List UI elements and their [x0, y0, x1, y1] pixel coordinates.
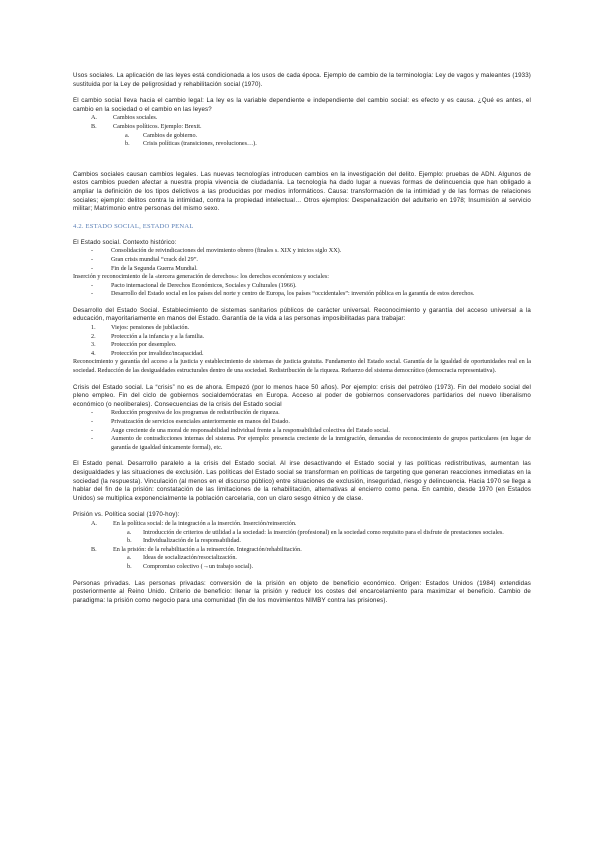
sublist-cambios-politicos: [73, 132, 531, 149]
list-item: - Gran crisis mundial “crack del 29”.: [91, 256, 198, 263]
list-item: b. Crisis políticas (transiciones, revoluciones…).: [125, 141, 257, 148]
list-protecciones: [73, 324, 531, 358]
list-item: 1. Viejos: pensiones de jubilación.: [91, 325, 190, 332]
list-item: 2. Protección a la infancia y a la familia.: [91, 333, 205, 340]
list-item: a. Ideas de socialización/resocialización.: [127, 555, 237, 562]
list-item: a. Introducción de criterios de utilidad a la sociedad: la inserción (profesional) en la sociedad como requisito para el disfrute de prestaciones sociales.: [127, 529, 504, 536]
list-item: a. Cambios de gobierno.: [125, 132, 198, 139]
section-heading: 4.2. ESTADO SOCIAL, ESTADO PENAL: [73, 222, 194, 230]
list-item: B. En la prisión: de la rehabilitación a la reinserción. Integración/rehabilitación.: [91, 546, 302, 553]
list-consecuencias-crisis: [73, 409, 531, 452]
sublist-politica-social: [73, 529, 531, 546]
list-contexto-historico: [73, 247, 531, 273]
list-item: A. En la política social: de la integración a la inserción. Inserción/reinserción.: [91, 520, 297, 527]
list-cambios: [73, 114, 531, 131]
paragraph-estado-social-contexto: El Estado social. Contexto histórico:: [73, 238, 177, 246]
list-item: B. Cambios políticos. Ejemplo: Brexit.: [91, 123, 202, 130]
paragraph-cambio-social: El cambio social lleva hacia el cambio legal: La ley es la variable dependiente e independiente del cambio social: es efecto y es causa. ¿Qué es antes, el cambio en la sociedad o el cambio en las leyes?: [73, 97, 531, 113]
list-item: 3. Protección por desempleo.: [91, 342, 177, 349]
paragraph-tercera-generacion: Inserción y reconocimiento de la «tercera generación de derechos»: los derechos económicos y sociales:: [73, 274, 329, 281]
sublist-prision: [73, 554, 531, 571]
paragraph-crisis-estado-social: Crisis del Estado social. La “crisis” no es de ahora. Empezó (por lo menos hace 50 años). Por ejemplo: crisis del petróleo (1973). Fin del modelo social del pleno empleo. Fin del ciclo de gobiernos socialdemócratas en Europa. Acceso al poder de gobiernos conservadores partidarios del nuevo liberalismo económico (o neoliberales). Consecuencias de la crisis del Estado social: [73, 383, 531, 408]
list-item: b. Compromiso colectivo (→un trabajo social).: [127, 563, 253, 570]
list-item: 4. Protección por invalidez/incapacidad.: [91, 350, 204, 357]
list-item: - Auge creciente de una moral de responsabilidad individual frente a la responsabilidad colectiva del Estado social.: [91, 427, 390, 434]
list-derechos: [73, 282, 531, 299]
list-politica-social: [73, 520, 531, 529]
list-item: A. Cambios sociales.: [91, 115, 158, 122]
list-prision: [73, 546, 531, 555]
list-item: - Pacto internacional de Derechos Económicos, Sociales y Culturales (1966).: [91, 282, 297, 289]
list-item: - Privatización de servicios esenciales anteriormente en manos del Estado.: [91, 419, 290, 425]
list-item: - Reducción progresiva de los programas de redistribución de riqueza.: [91, 410, 280, 417]
list-item: - Aumento de contradicciones internas del sistema. Por ejemplo: presencia creciente de la inmigración, demandas de reconocimiento de grupos particulares (en lugar de garantía de igualdad únicamente formal), etc.: [91, 436, 531, 451]
paragraph-prision-vs-politica: Prisión vs. Política social (1970-hoy):: [73, 511, 180, 519]
list-item: - Desarrollo del Estado social en los países del norte y centro de Europa, los países “occidentales”: inversión pública en la garantía de estos derechos.: [91, 291, 475, 298]
list-item: b. Individualización de la responsabilidad.: [127, 538, 241, 545]
paragraph-reconocimiento-justicia: Reconocimiento y garantía del acceso a la justicia y establecimiento de sistemas de justicia gratuita. Fundamento del Estado social. Garantía de la igualdad de oportunidades real en la sociedad. Reducción de las desigualdades estructurales dentro de una sociedad. Redistribución de la riqueza. Refuerzo del sistema democrático (democracia representativa).: [73, 359, 531, 375]
paragraph-usos-sociales: Usos sociales. La aplicación de las leyes está condicionada a los usos de cada época. Ejemplo de cambio de la terminología: Ley de vagos y maleantes (1933) sustituida por la Ley de peligrosidad y rehabilitación social (1970).: [73, 72, 531, 88]
paragraph-personas-privadas: Personas privadas. Las personas privadas: conversión de la prisión en objeto de beneficio económico. Origen: Estados Unidos (1984) extendidas posteriormente al Reino Unido. Criterio de beneficio: llenar la prisión y reducir los costes del encarcelamiento para maximizar el beneficio. Cambio de paradigma: la prisión como negocio para una comunidad (fin de los movimientos NIMBY contra las prisiones).: [73, 579, 531, 604]
list-item: - Fin de la Segunda Guerra Mundial.: [91, 265, 198, 272]
list-item: - Consolidación de reivindicaciones del movimiento obrero (finales s. XIX y inicios siglo XX).: [91, 248, 342, 255]
paragraph-cambios-legales: Cambios sociales causan cambios legales. Las nuevas tecnologías introducen cambios en la investigación del delito. Ejemplo: pruebas de ADN. Algunos de estos cambios pueden afectar a nuestra propia vivencia de ciudadanía. La tecnología ha dado lugar a nuevas formas de delincuencia que han obligado a ampliar la definición de los tipos delictivos a las producidas por medios informáticos. Causa: transformación de la intimidad y de las formas de relaciones sociales; ejemplo: delitos contra la intimidad, contra la propiedad intelectual… Otros ejemplos: Despenalización del adulterio en 1978; Insumisión al servicio militar; Matrimonio entre personas del mismo sexo.: [73, 170, 531, 213]
paragraph-estado-penal: El Estado penal. Desarrollo paralelo a la crisis del Estado social. Al irse desactivando el Estado social y las políticas redistributivas, aumentan las desigualdades y las situaciones de exclusión. Las políticas del Estado social se transforman en políticas de targeting que generan reacciones inmediatas en la sociedad (la respuesta). Vinculación (al menos en el discurso público) entre situaciones de exclusión, inseguridad, riesgo y delincuencia. Hacia 1970 se llega a hablar del fin de la prisión: constatación de las limitaciones de la rehabilitación, alternativas al encierro como pena. En cambio, desde 1970 (en Estados Unidos) se multiplica exponencialmente la población carcelaria, con un claro sesgo étnico y de clase.: [73, 460, 531, 502]
document-page: [73, 72, 531, 605]
paragraph-desarrollo-estado-social: Desarrollo del Estado Social. Establecimiento de sistemas sanitarios públicos de carácter universal. Reconocimiento y garantía del acceso universal a la educación, mayoritariamente en manos del Estado. Garantía de la vida a las personas imposibilitadas para trabajar:: [73, 306, 531, 323]
